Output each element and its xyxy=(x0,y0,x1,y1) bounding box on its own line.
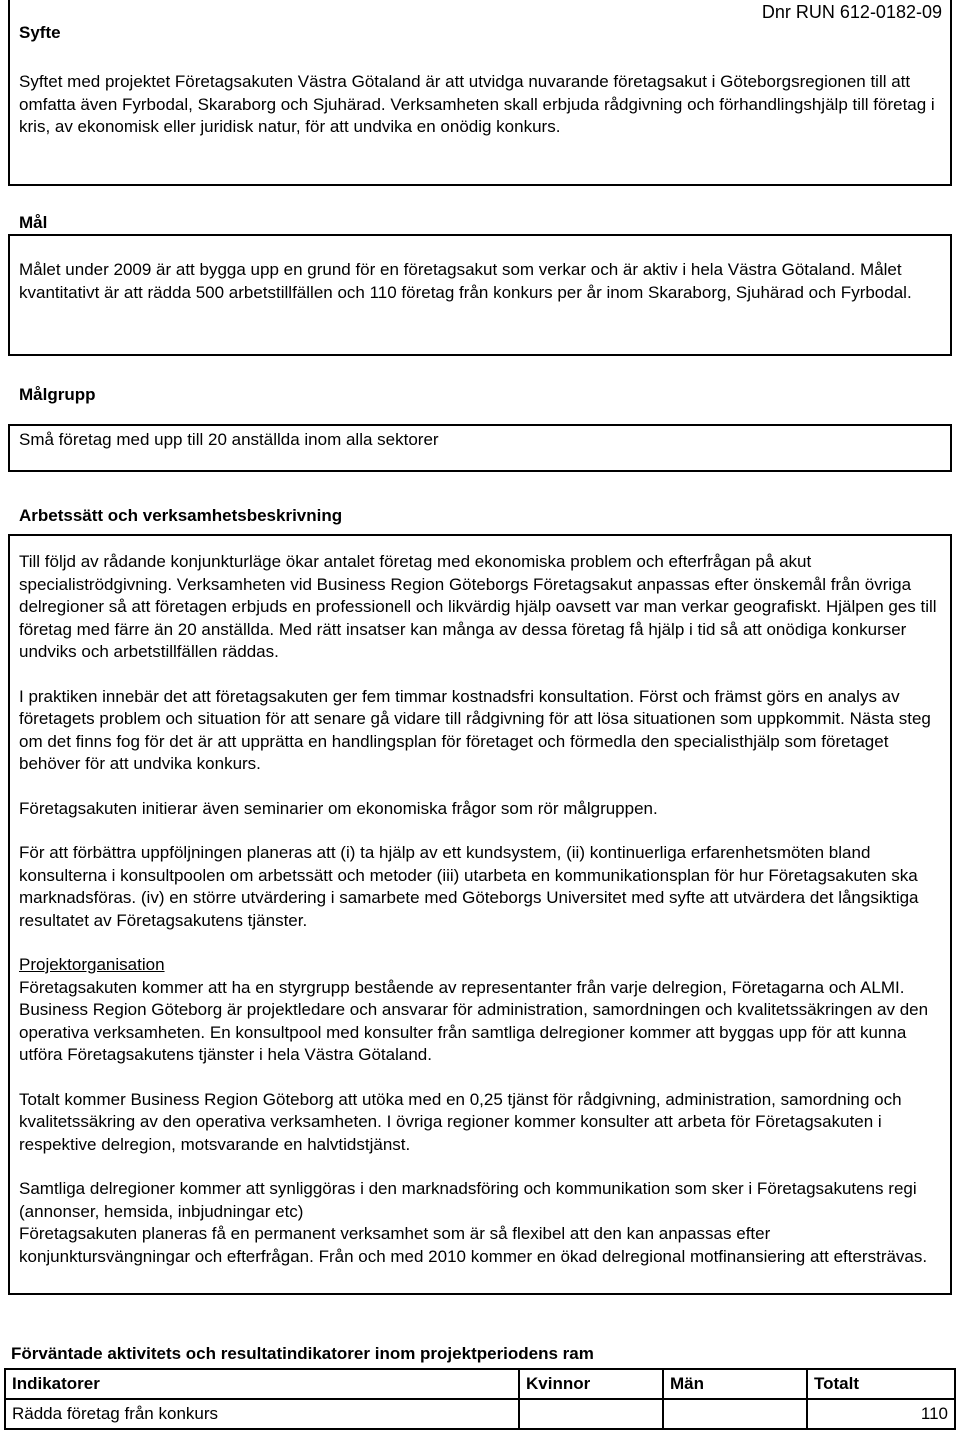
arbetssatt-paragraph-3: Företagsakuten initierar även seminarier om ekonomiska frågor som rör målgruppen. xyxy=(19,798,658,818)
arbetssatt-paragraph-1: Till följd av rådande konjunkturläge ökar antalet företag med ekonomiska problem och efterfrågan på akut specialiströdgivning. Verksamheten vid Business Region Göteborgs Företagsakut anpassas efter önskemål från övriga delregioner så att företagen erbjuds en professionell och likvärdig hjälp oavsett var man verkar geografiskt. Hjälpen ges till företag med färre än 20 anställda. Med rätt insatser kan många av dessa företag få hjälp i tid så att onödiga konkurser undviks och arbetstillfällen räddas. xyxy=(19,552,937,661)
table-row xyxy=(5,1399,955,1429)
indicators-header-row xyxy=(5,1369,955,1399)
indicator-man xyxy=(663,1399,807,1429)
mal-paragraph: Målet under 2009 är att bygga upp en grund för en företagsakut som verkar och är aktiv i hela Västra Götaland. Målet kvantitativt är att rädda 500 arbetstillfällen och 110 företag från konkurs per år inom Skaraborg, Sjuhärad och Fyrbodal. xyxy=(19,260,912,302)
header-kvinnor: Kvinnor xyxy=(519,1369,663,1399)
document-reference-number: Dnr RUN 612-0182-09 xyxy=(761,2,942,22)
syfte-heading: Syfte xyxy=(19,23,61,42)
arbetssatt-paragraph-2: I praktiken innebär det att företagsakuten ger fem timmar kostnadsfri konsultation. Först och främst görs en analys av företagets problem och situation för att senare gå vidare till rådgivning för att lösa situationen som uppkommit. Nästa steg om det finns fog för det är att upprätta en handlingsplan för företaget och förmedla den specialisthjälp som företaget behöver för att undvika konkurs. xyxy=(19,686,931,773)
mal-heading: Mål xyxy=(19,213,48,232)
arbetssatt-paragraph-5: Företagsakuten kommer att ha en styrgrupp bestående av representanter från varje delregion, Företagarna och ALMI. Business Region Göteborg är projektledare och ansvarar för administration, samordningen och kvalitetssäkringen av den operativa verksamheten. En konsultpool med konsulter från samtliga delregioner kommer att byggas upp för att kunna utföra Företagsakutens tjänster i hela Västra Götaland. xyxy=(19,977,929,1064)
indicators-title: Förväntade aktivitets och resultatindikatorer inom projektperiodens ram xyxy=(11,1344,594,1363)
syfte-text xyxy=(19,71,939,139)
mal-text xyxy=(19,259,939,304)
header-man: Män xyxy=(663,1369,807,1399)
malgrupp-paragraph: Små företag med upp till 20 anställda inom alla sektorer xyxy=(19,430,439,449)
header-indikatorer: Indikatorer xyxy=(5,1369,519,1399)
arbetssatt-body xyxy=(19,551,939,1268)
malgrupp-text xyxy=(19,429,939,452)
indicator-kvinnor xyxy=(519,1399,663,1429)
arbetssatt-paragraph-6: Totalt kommer Business Region Göteborg att utöka med en 0,25 tjänst för rådgivning, administration, samordning och kvalitetssäkring av den operativa verksamheten. I övriga regioner kommer konsulter att arbeta för Företagsakuten i respektive delregion, motsvarande en halvtidstjänst. xyxy=(19,1089,902,1154)
arbetssatt-heading: Arbetssätt och verksamhetsbeskrivning xyxy=(19,506,343,525)
indicator-label: Rädda företag från konkurs xyxy=(5,1399,519,1429)
header-totalt: Totalt xyxy=(807,1369,955,1399)
projektorganisation-heading: Projektorganisation xyxy=(19,955,165,974)
arbetssatt-paragraph-7b: Företagsakuten planeras få en permanent verksamhet som är så flexibel att den kan anpassas efter konjunktursvängningar och efterfrågan. Från och med 2010 kommer en ökad delregional motfinansiering att eftersträvas. xyxy=(19,1224,928,1266)
indicators-table xyxy=(4,1368,956,1430)
syfte-paragraph: Syftet med projektet Företagsakuten Västra Götaland är att utvidga nuvarande företagsakut i Göteborgsregionen till att omfatta även Fyrbodal, Skaraborg och Sjuhärad. Verksamheten skall erbjuda rådgivning och förhandlingshjälp till företag i kris, av ekonomisk eller juridisk natur, för att undvika en onödig konkurs. xyxy=(19,72,935,136)
indicator-totalt: 110 xyxy=(807,1399,955,1429)
arbetssatt-paragraph-4: För att förbättra uppföljningen planeras att (i) ta hjälp av ett kundsystem, (ii) kontinuerliga erfarenhetsmöten bland konsulterna i konsultpoolen om arbetssätt och metoder (iii) utarbeta en kommunikationsplan för hur Företagsakuten ska marknadsföras. (iv) en större utvärdering i samarbete med Göteborgs Universitet med syfte att utvärdera det långsiktiga resultatet av Företagsakutens tjänster. xyxy=(19,843,919,930)
arbetssatt-paragraph-7a: Samtliga delregioner kommer att synliggöras i den marknadsföring och kommunikation som sker i Företagsakutens regi (annonser, hemsida, inbjudningar etc) xyxy=(19,1179,917,1221)
malgrupp-heading: Målgrupp xyxy=(19,385,96,404)
